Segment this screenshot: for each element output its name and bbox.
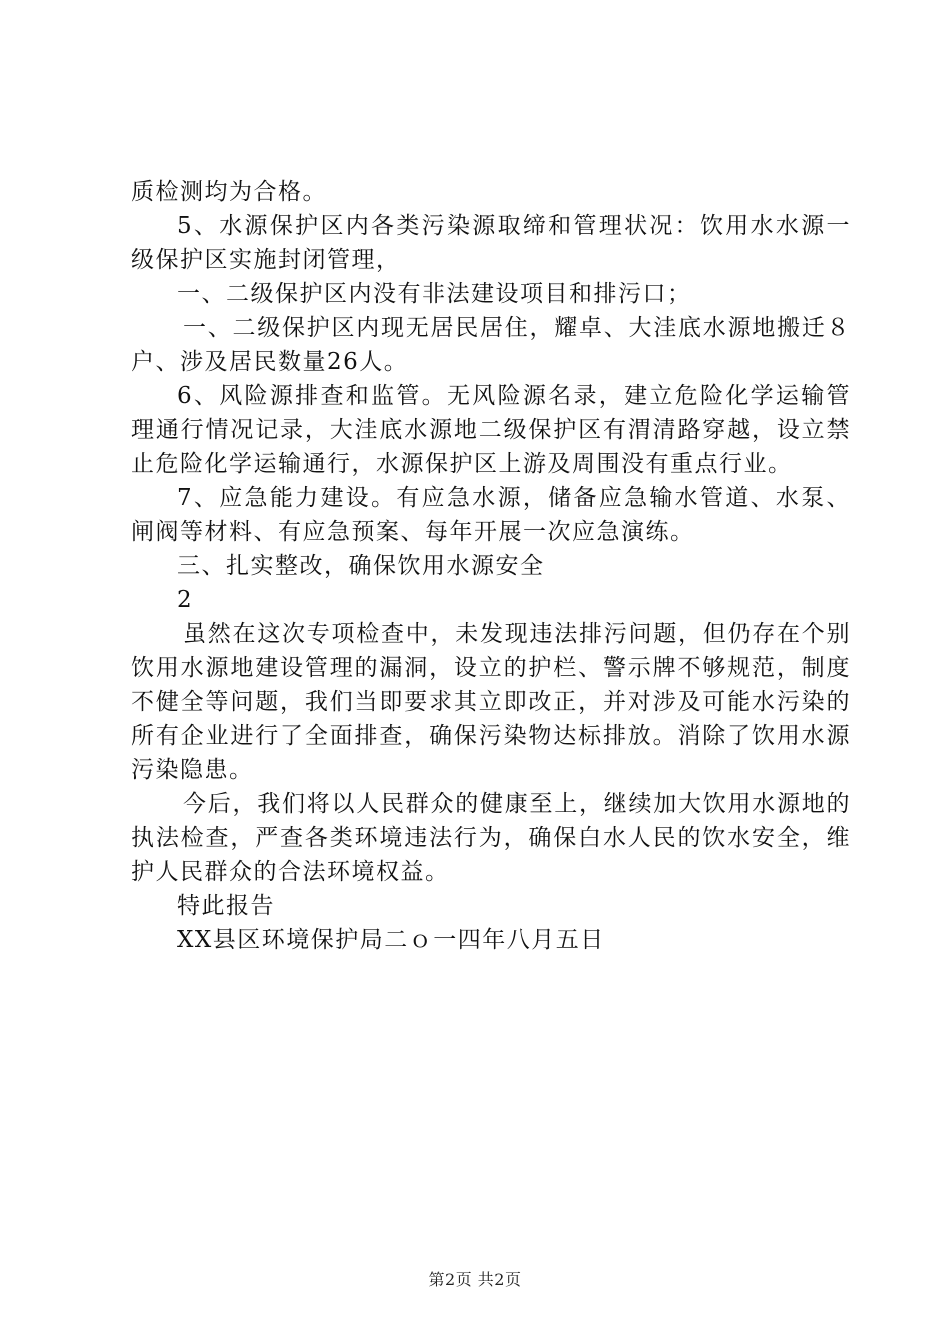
document-body [131, 175, 851, 957]
page-footer: 第2页 共2页 [428, 1270, 522, 1289]
paragraph-item-7: 7、应急能力建设。有应急水源，储备应急输水管道、水泵、闸阀等材料、有应急预案、每年开展一次应急演练。 [131, 485, 851, 545]
paragraph-item-5: 5、水源保护区内各类污染源取缔和管理状况：饮用水水源一级保护区实施封闭管理， [131, 213, 851, 273]
paragraph-continuation: 质检测均为合格。 [131, 179, 327, 205]
inline-page-number: 2 [177, 587, 194, 613]
paragraph-item-6: 6、风险源排查和监管。无风险源名录，建立危险化学运输管理通行情况记录，大洼底水源地二级保护区有渭清路穿越，设立禁止危险化学运输通行，水源保护区上游及周围没有重点行业。 [131, 383, 851, 477]
paragraph-future: 今后，我们将以人民群众的健康至上，继续加大饮用水源地的执法检查，严查各类环境违法行为，确保白水人民的饮水安全，维护人民群众的合法环境权益。 [131, 791, 851, 885]
section-heading-3: 三、扎实整改，确保饮用水源安全 [177, 553, 545, 579]
closing-statement: 特此报告 [177, 893, 275, 919]
signature-date: XX县区环境保护局二ｏ一四年八月五日 [177, 927, 605, 953]
paragraph-no-illegal-projects: 一、二级保护区内没有非法建设项目和排污口； [177, 281, 692, 307]
paragraph-no-residents: 一、二级保护区内现无居民居住，耀卓、大洼底水源地搬迁８户、涉及居民数量26人。 [131, 315, 851, 375]
paragraph-rectification: 虽然在这次专项检查中，未发现违法排污问题，但仍存在个别饮用水源地建设管理的漏洞，设立的护栏、警示牌不够规范，制度不健全等问题，我们当即要求其立即改正，并对涉及可能水污染的所有企业进行了全面排查，确保污染物达标排放。消除了饮用水源污染隐患。 [131, 621, 851, 783]
